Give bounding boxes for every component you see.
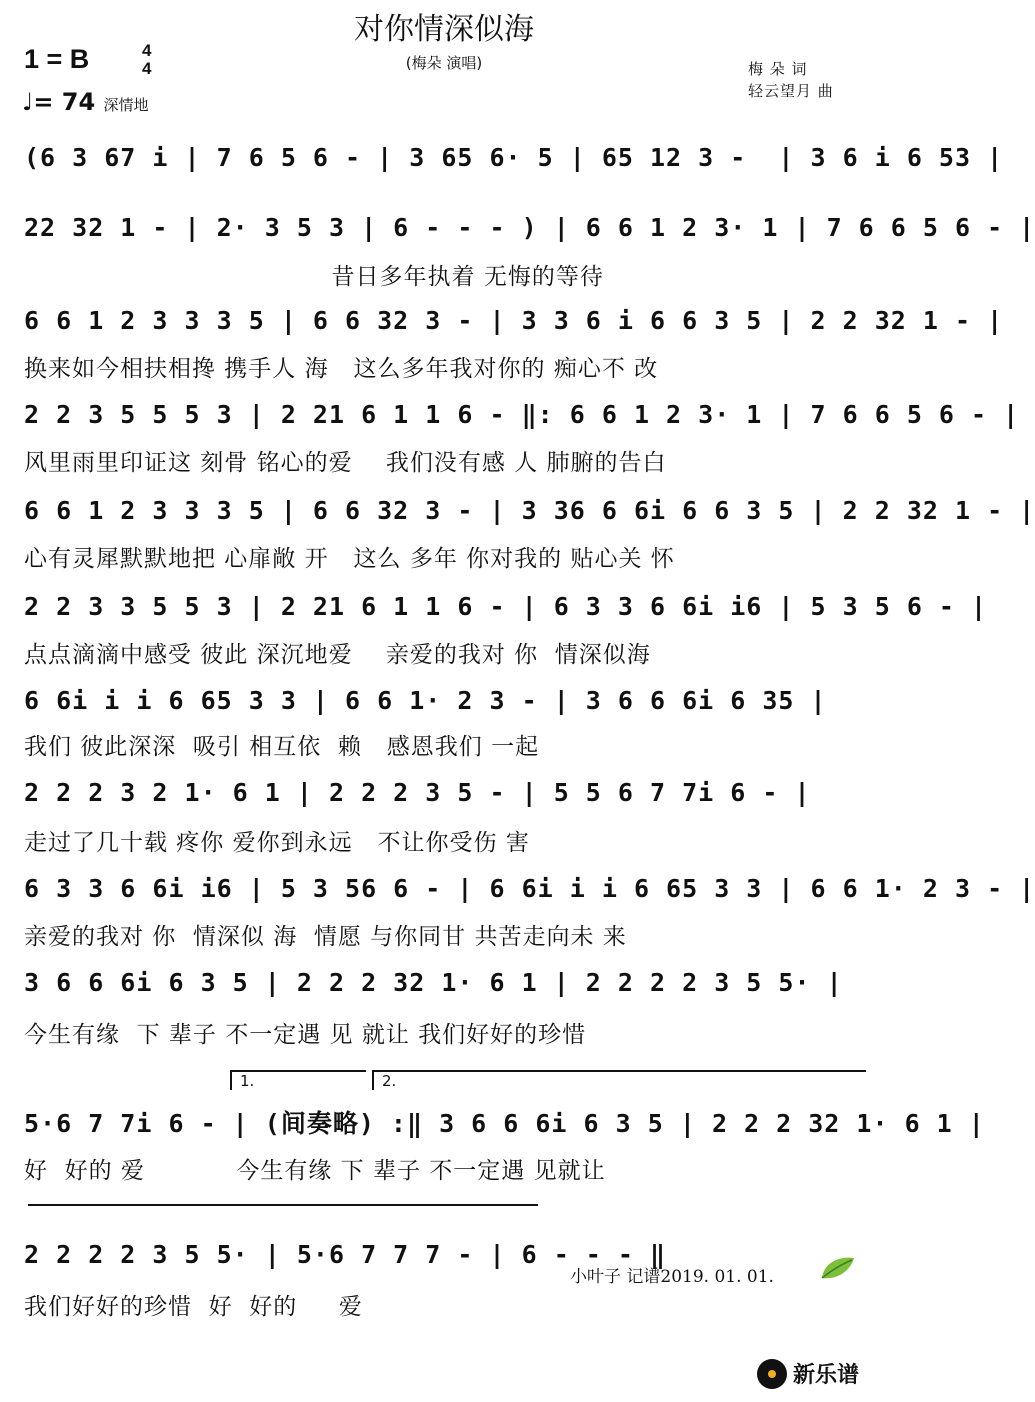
system-notes: 2 2 3 3 5 5 3 | 2 21 6 1 1 6 - | 6 3 3 6 6i i6 | 5 3 5 6 - | xyxy=(24,592,988,621)
meter-top: 4 xyxy=(142,41,152,60)
system-notes: 3 6 6 6i 6 3 5 | 2 2 2 32 1· 6 1 | 2 2 2 2 3 5 5· | xyxy=(24,968,843,997)
system-lyrics: 好 好的 爱 今生有缘 下 辈子 不一定遇 见就让 xyxy=(24,1158,606,1184)
system-notes: 5·6 7 7i 6 - | (间奏略) :‖ 3 6 6 6i 6 3 5 | 2 2 2 32 1· 6 1 | xyxy=(24,1109,985,1138)
volta-bracket-1 xyxy=(230,1070,366,1090)
system-lyrics: 点点滴滴中感受 彼此 深沉地爱 亲爱的我对 你 情深似海 xyxy=(24,642,651,668)
record-disc-icon xyxy=(757,1359,787,1389)
system-lyrics: 心有灵犀默默地把 心扉敞 开 这么 多年 你对我的 贴心关 怀 xyxy=(24,546,675,572)
singer: (梅朵 演唱) xyxy=(405,54,483,72)
site-logo-text: 新乐谱 xyxy=(793,1363,860,1388)
expression: 深情地 xyxy=(103,96,149,114)
tempo xyxy=(22,88,149,116)
system-notes: 22 32 1 - | 2· 3 5 3 | 6 - - - ) | 6 6 1 2 3· 1 | 7 6 6 5 6 - | xyxy=(24,213,1035,242)
system-notes: (6 3 67 i | 7 6 5 6 - | 3 65 6· 5 | 65 12 3 - | 3 6 i 6 53 | xyxy=(24,143,1004,172)
song-title: 对你情深似海 xyxy=(354,12,534,47)
meter-bottom: 4 xyxy=(142,59,152,78)
system-notes: 2 2 2 2 3 5 5· | 5·6 7 7 7 - | 6 - - - ‖ xyxy=(24,1240,667,1269)
site-logo xyxy=(757,1358,859,1389)
system-notes: 2 2 3 5 5 5 3 | 2 21 6 1 1 6 - ‖: 6 6 1 2 3· 1 | 7 6 6 5 6 - | xyxy=(24,400,1020,429)
key-signature xyxy=(24,41,152,78)
system-notes: 6 6 1 2 3 3 3 5 | 6 6 32 3 - | 3 36 6 6i 6 6 3 5 | 2 2 32 1 - | xyxy=(24,496,1035,525)
system-lyrics: 亲爱的我对 你 情深似 海 情愿 与你同甘 共苦走向未 来 xyxy=(24,924,627,950)
system-notes: 6 6 1 2 3 3 3 5 | 6 6 32 3 - | 3 3 6 i 6 6 3 5 | 2 2 32 1 - | xyxy=(24,306,1004,335)
system-lyrics: 走过了几十载 疼你 爱你到永远 不让你受伤 害 xyxy=(24,830,530,856)
transcriber: 小叶子 记谱2019. 01. 01. xyxy=(570,1267,774,1287)
system-lyrics: 昔日多年执着 无悔的等待 xyxy=(24,264,604,290)
volta-label: 2. xyxy=(382,1072,397,1090)
lyricist: 梅 朵 词 xyxy=(748,60,808,78)
volta-label: 1. xyxy=(240,1072,255,1090)
composer: 轻云望月 曲 xyxy=(748,82,834,100)
system-notes: 6 3 3 6 6i i6 | 5 3 56 6 - | 6 6i i i 6 65 3 3 | 6 6 1· 2 3 - | xyxy=(24,874,1035,903)
system-lyrics: 我们 彼此深深 吸引 相互依 赖 感恩我们 一起 xyxy=(24,734,540,760)
continuation-line xyxy=(28,1204,538,1206)
volta-bracket-2 xyxy=(372,1070,866,1090)
system-lyrics: 我们好好的珍惜 好 好的 爱 xyxy=(24,1294,363,1320)
system-lyrics: 换来如今相扶相搀 携手人 海 这么多年我对你的 痴心不 改 xyxy=(24,356,659,382)
system-lyrics: 今生有缘 下 辈子 不一定遇 见 就让 我们好好的珍惜 xyxy=(24,1022,587,1048)
tempo-value: ♩= 74 xyxy=(22,88,96,116)
leaf-icon xyxy=(818,1252,858,1286)
system-notes: 6 6i i i 6 65 3 3 | 6 6 1· 2 3 - | 3 6 6 6i 6 35 | xyxy=(24,686,827,715)
system-notes: 2 2 2 3 2 1· 6 1 | 2 2 2 3 5 - | 5 5 6 7 7i 6 - | xyxy=(24,778,811,807)
key-label: 1 = B xyxy=(24,44,90,74)
system-lyrics: 风里雨里印证这 刻骨 铭心的爱 我们没有感 人 肺腑的告白 xyxy=(24,450,667,476)
